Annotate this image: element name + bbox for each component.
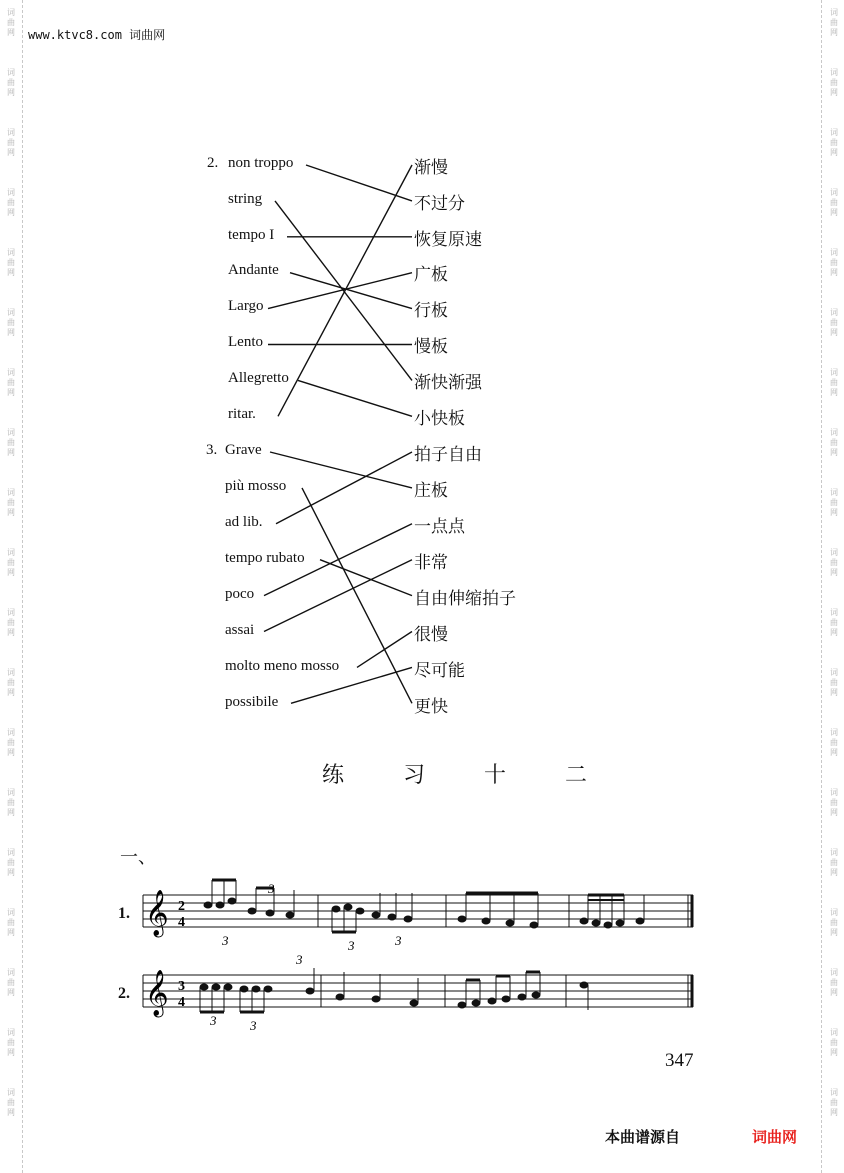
watermark-text: 词 曲 网 (830, 68, 838, 97)
watermark-text: 词 曲 网 (830, 848, 838, 877)
watermark-text: 词 曲 网 (830, 728, 838, 757)
term-left: molto meno mosso (225, 658, 340, 674)
watermark-text: 词 曲 网 (830, 788, 838, 817)
watermark-text: 词 曲 网 (7, 488, 15, 517)
watermark-text: 词 曲 网 (7, 548, 15, 577)
watermark-text: 词 曲 网 (830, 548, 838, 577)
site-header[interactable]: www.ktvc8.com 词曲网 (28, 28, 166, 42)
tuplet-label: 3 (395, 933, 402, 948)
watermark-text: 词 曲 网 (7, 728, 15, 757)
meaning-right: 渐慢 (414, 158, 448, 178)
watermark-text: 词 曲 网 (830, 248, 838, 277)
watermark-text: 词 曲 网 (7, 608, 15, 637)
meaning-right: 小快板 (414, 409, 465, 429)
footer-site-link[interactable]: 词曲网 (752, 1128, 798, 1146)
term-left: non troppo (228, 155, 294, 171)
watermark-text: 词 曲 网 (830, 1028, 838, 1057)
meaning-right: 庄板 (414, 481, 448, 501)
exercise-number-2: 2. (207, 155, 219, 171)
watermark-text: 词 曲 网 (7, 128, 15, 157)
exercise-number-3: 3. (206, 442, 218, 458)
term-left: assai (225, 622, 255, 638)
term-left: Lento (228, 334, 263, 350)
tuplet-label: 3 (210, 1013, 217, 1028)
meaning-right: 不过分 (414, 194, 465, 214)
watermark-text: 词 曲 网 (830, 8, 838, 37)
watermark-text: 词 曲 网 (7, 848, 15, 877)
watermark-text: 词 曲 网 (830, 968, 838, 997)
term-left: Allegretto (228, 370, 289, 386)
tuplet-label: 3 (268, 881, 275, 896)
meaning-right: 非常 (414, 553, 448, 573)
meaning-right: 慢板 (414, 337, 448, 357)
meaning-right: 自由伸缩拍子 (414, 589, 516, 609)
meaning-right: 很慢 (414, 625, 448, 645)
watermark-text: 词 曲 网 (830, 668, 838, 697)
watermark-text: 词 曲 网 (7, 368, 15, 397)
term-left: tempo I (228, 227, 275, 243)
watermark-text: 词 曲 网 (7, 308, 15, 337)
term-left: Andante (228, 262, 279, 278)
term-left: string (228, 191, 263, 207)
section-marker: 一、 (120, 847, 156, 868)
watermark-text: 词 曲 网 (830, 428, 838, 457)
staff-label-2: 2. (118, 985, 130, 1002)
tuplet-label: 3 (222, 933, 229, 948)
meaning-right: 恢复原速 (414, 230, 482, 250)
watermark-text: 词 曲 网 (830, 608, 838, 637)
time-signature-top: 3 (178, 979, 185, 994)
time-signature-bottom: 4 (178, 995, 185, 1010)
tuplet-label: 3 (348, 938, 355, 953)
watermark-text: 词 曲 网 (830, 908, 838, 937)
watermark-text: 词 曲 网 (7, 188, 15, 217)
watermark-text: 词 曲 网 (7, 1088, 15, 1117)
term-left: ritar. (228, 406, 256, 422)
meaning-right: 广板 (414, 265, 448, 285)
watermark-text: 词 曲 网 (830, 488, 838, 517)
watermark-text: 词 曲 网 (830, 368, 838, 397)
meaning-right: 行板 (414, 301, 448, 321)
meaning-right: 更快 (414, 697, 448, 717)
exercise-title: 练 习 十 二 (322, 763, 613, 788)
term-left: poco (225, 586, 255, 602)
meaning-right: 一点点 (414, 517, 465, 537)
watermark-text: 词 曲 网 (830, 128, 838, 157)
term-left: Grave (225, 442, 262, 458)
watermark-text: 词 曲 网 (830, 1088, 838, 1117)
time-signature-top: 2 (178, 899, 185, 914)
page-number: 347 (665, 1050, 694, 1071)
term-left: possibile (225, 694, 279, 710)
watermark-text: 词 曲 网 (7, 68, 15, 97)
watermark-text: 词 曲 网 (7, 968, 15, 997)
staff-label-1: 1. (118, 905, 130, 922)
watermark-text: 词 曲 网 (7, 8, 15, 37)
watermark-text: 词 曲 网 (7, 248, 15, 277)
tuplet-label: 3 (296, 952, 303, 967)
watermark-text: 词 曲 网 (7, 428, 15, 457)
watermark-text: 词 曲 网 (7, 788, 15, 817)
watermark-text: 词 曲 网 (830, 308, 838, 337)
footer-source-text: 本曲谱源自 (605, 1128, 681, 1146)
watermark-text: 词 曲 网 (830, 188, 838, 217)
watermark-text: 词 曲 网 (7, 908, 15, 937)
treble-clef-icon: 𝄞 (145, 970, 169, 1016)
meaning-right: 渐快渐强 (414, 373, 482, 393)
term-left: tempo rubato (225, 550, 305, 566)
term-left: Largo (228, 298, 264, 314)
watermark-text: 词 曲 网 (7, 1028, 15, 1057)
tuplet-label: 3 (250, 1018, 257, 1033)
term-left: più mosso (225, 478, 287, 494)
watermark-text: 词 曲 网 (7, 668, 15, 697)
treble-clef-icon: 𝄞 (145, 890, 169, 936)
term-left: ad lib. (225, 514, 263, 530)
meaning-right: 尽可能 (414, 661, 465, 681)
meaning-right: 拍子自由 (414, 445, 482, 465)
time-signature-bottom: 4 (178, 915, 185, 930)
